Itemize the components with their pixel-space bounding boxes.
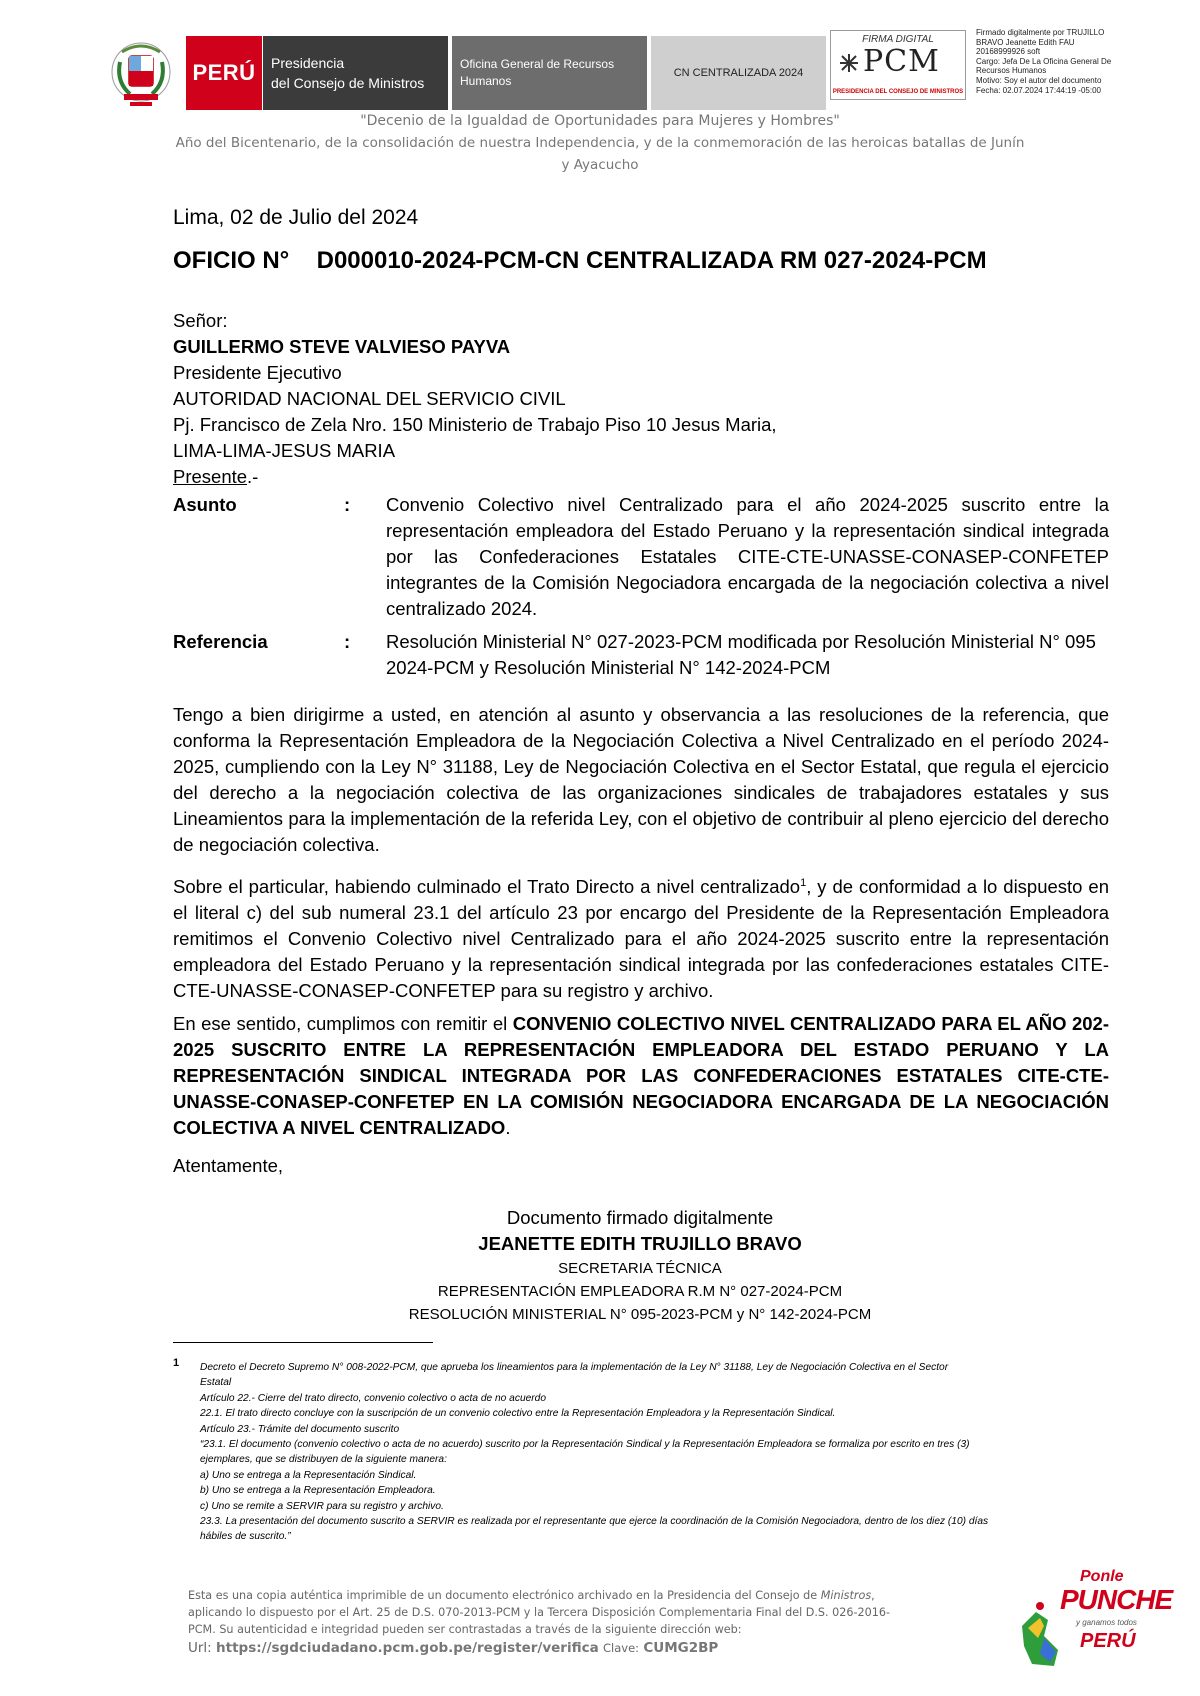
- footer-line-1-end: ,: [871, 1589, 875, 1602]
- paragraph-1: Tengo a bien dirigirme a usted, en atención al asunto y observancia a las resoluciones de la referencia, que conforma la Representación Empleadora de la Negociación Colectiva a Nivel Centralizado en el período 2024-2025, cumpliendo con la Ley N° 31188, Ley de Negociación Colectiva en el Sector Estatal, que regula el ejercicio del derecho a la negociación colectiva de las organizaciones sindicales de trabajadores estatales y sus Lineamientos para la implementación de la referida Ley, con el objetivo de contribuir al pleno ejercicio del derecho de negociación colectiva.: [173, 704, 1109, 855]
- paragraph-3-start: En ese sentido, cumplimos con remitir el: [173, 1013, 513, 1034]
- pcm-brand-block: [263, 36, 448, 110]
- url-label: Url:: [188, 1640, 212, 1656]
- key-label: Clave:: [603, 1641, 640, 1655]
- sign-info-line: BRAVO Jeanette Edith FAU: [976, 37, 1075, 47]
- salutation: Señor:: [173, 310, 228, 331]
- referencia-colon: :: [344, 631, 351, 652]
- verification-link[interactable]: https://sgdciudadano.pcm.gob.pe/register/verifica: [216, 1640, 599, 1656]
- oficio-label: OFICIO N°: [173, 247, 290, 274]
- footnote-line: a) Uno se entrega a la Representación Sindical.: [200, 1469, 417, 1481]
- year-motto-line-2: y Ayacucho: [561, 157, 639, 173]
- footnote-line: Artículo 23.- Trámite del documento suscrito: [200, 1423, 400, 1435]
- footnote-line: Estatal: [200, 1377, 232, 1389]
- closing: Atentamente,: [173, 1155, 284, 1176]
- signature-block: [0, 1205, 1200, 1326]
- signer-name: JEANETTE EDITH TRUJILLO BRAVO: [478, 1233, 802, 1254]
- sign-info-line: Recursos Humanos: [976, 66, 1047, 76]
- referencia-line-2: 2024-PCM y Resolución Ministerial N° 142-2024-PCM: [386, 657, 831, 678]
- footnote-line: c) Uno se remite a SERVIR para su registro y archivo.: [200, 1500, 444, 1512]
- stamp-logo-text: PCM: [863, 44, 940, 79]
- peru-label: PERÚ: [192, 60, 256, 85]
- footnote-line: ejemplares, que se distribuyen de la siguiente manera:: [200, 1454, 447, 1466]
- footnote-text: [200, 1360, 1110, 1545]
- footer-line-1-text: Esta es una copia auténtica imprimible de un documento electrónico archivado en la Presidencia del Consejo de: [188, 1589, 821, 1602]
- recipient-city: LIMA-LIMA-JESUS MARIA: [173, 440, 396, 461]
- decade-motto: "Decenio de la Igualdad de Oportunidades para Mujeres y Hombres": [360, 113, 840, 129]
- stamp-top-text: FIRMA DIGITAL: [862, 34, 934, 45]
- footnote-line: 22.1. El trato directo concluye con la suscripción de un convenio colectivo entre la Representación Empleadora y la Representación Sindical.: [200, 1408, 836, 1420]
- verification-key: CUMG2BP: [643, 1640, 719, 1656]
- year-motto-line-1: Año del Bicentenario, de la consolidación de nuestra Independencia, y de la conmemoración de las heroicas batallas de Junín: [175, 135, 1025, 151]
- signature-note: Documento firmado digitalmente: [506, 1207, 774, 1228]
- paragraph-2-start: Sobre el particular, habiendo culminado el Trato Directo a nivel centralizado: [173, 876, 801, 898]
- footer-line-2: aplicando lo dispuesto por el Art. 25 de D.S. 070-2013-PCM y la Tercera Disposición Complementaria Final del D.S. 026-2016-: [188, 1606, 891, 1619]
- footnote-line: Decreto el Decreto Supremo N° 008-2022-PCM, que aprueba los lineamientos para la implementación de la Ley N° 31188, Ley de Negociación Colectiva en el Sector: [200, 1362, 949, 1373]
- stamp-bottom-text: PRESIDENCIA DEL CONSEJO DE MINISTROS: [832, 89, 964, 95]
- peru-coat-of-arms-logo: [110, 32, 172, 114]
- referencia-line-1: Resolución Ministerial N° 027-2023-PCM modificada por Resolución Ministerial N° 095: [386, 631, 1096, 652]
- verification-footer: [188, 1587, 948, 1658]
- place-date: Lima, 02 de Julio del 2024: [173, 206, 419, 229]
- paragraph-3: [173, 1011, 1109, 1141]
- paragraph-2: [173, 870, 1109, 1004]
- sign-info-line: Motivo: Soy el autor del documento: [976, 75, 1102, 85]
- pcm-line-1: Presidencia: [271, 55, 345, 71]
- ponle-punche-peru-logo: [1014, 1566, 1173, 1678]
- logo-line-1: Ponle: [1080, 1568, 1124, 1585]
- presente-line: [173, 464, 258, 490]
- office-line-1: Oficina General de Recursos: [460, 57, 615, 71]
- footer-url-line: [188, 1638, 948, 1658]
- digital-signature-stamp: [830, 30, 966, 100]
- footer-line-3: PCM. Su autenticidad e integridad pueden ser contrastadas a través de la siguiente dirección web:: [188, 1623, 742, 1636]
- signer-line-2: RESOLUCIÓN MINISTERIAL N° 095-2023-PCM y N° 142-2024-PCM: [408, 1306, 872, 1323]
- sign-info-line: Fecha: 02.07.2024 17:44:19 -05:00: [976, 85, 1101, 95]
- office-line-2: Humanos: [460, 74, 512, 88]
- oficio-title: [173, 247, 987, 275]
- sign-info-line: 20168999926 soft: [976, 47, 1041, 57]
- pcm-star-icon: [839, 53, 859, 73]
- asunto-label: Asunto: [173, 494, 237, 515]
- footnote-line: “23.1. El documento (convenio colectivo o acta de no acuerdo) suscrito por la Representación Sindical y la Representación Empleadora se formaliza por escrito en tres (3): [200, 1439, 970, 1451]
- paragraph-3-bold: CONVENIO COLECTIVO NIVEL CENTRALIZADO PARA EL AÑO 202-2025 SUSCRITO ENTRE LA REPRESENTACIÓN EMPLEADORA DEL ESTADO PERUANO Y LA REPRESENTACIÓN SINDICAL INTEGRADA POR LAS CONFEDERACIONES ESTATALES CITE-CTE-UNASSE-CONASEP-CONFETEP EN LA COMISIÓN NEGOCIADORA ENCARGADA DE LA NEGOCIACIÓN COLECTIVA A NIVEL CENTRALIZADO: [173, 1013, 1109, 1138]
- footnote-line: hábiles de suscrito.”: [200, 1531, 291, 1543]
- footer-line-1: [188, 1587, 948, 1604]
- peru-brand-block: [186, 36, 262, 110]
- signer-line-1: REPRESENTACIÓN EMPLEADORA R.M N° 027-2024-PCM: [437, 1283, 843, 1300]
- recipient-title: Presidente Ejecutivo: [173, 362, 342, 383]
- signature-info: [976, 28, 1156, 95]
- sign-info-line: Cargo: Jefa De La Oficina General De: [976, 56, 1112, 66]
- asunto-text: Convenio Colectivo nivel Centralizado para el año 2024-2025 suscrito entre la representación empleadora del Estado Peruano y la representación sindical integrada por las Confederaciones Estatales CITE-CTE-UNASSE-CONASEP-CONFETEP integrantes de la Comisión Negociadora encargada de la negociación colectiva a nivel centralizado 2024.: [386, 494, 1109, 619]
- office-brand-block: [452, 36, 647, 110]
- footnote-line: Artículo 22.- Cierre del trato directo, convenio colectivo o acta de no acuerdo: [200, 1392, 546, 1404]
- footnote-line: b) Uno se entrega a la Representación Empleadora.: [200, 1485, 436, 1497]
- logo-line-2: PUNCHE: [1060, 1584, 1173, 1615]
- presente-suffix: .-: [247, 466, 259, 487]
- pcm-line-2: del Consejo de Ministros: [271, 75, 425, 91]
- signer-role: SECRETARIA TÉCNICA: [558, 1260, 722, 1277]
- commission-label: CN CENTRALIZADA 2024: [673, 67, 804, 79]
- oficio-number: D000010-2024-PCM-CN CENTRALIZADA RM 027-2024-PCM: [316, 247, 987, 274]
- footnote-line: 23.3. La presentación del documento suscrito a SERVIR es realizada por el representante que ejerce la coordinación de la Comisión Negociadora, dentro de los diez (10) días: [200, 1516, 989, 1528]
- logo-line-3: y ganamos todos: [1076, 1618, 1137, 1627]
- referencia-label: Referencia: [173, 631, 268, 652]
- recipient-address: Pj. Francisco de Zela Nro. 150 Ministerio de Trabajo Piso 10 Jesus Maria,: [173, 414, 777, 435]
- footnote-separator: [173, 1342, 433, 1343]
- footnote-reference: 1: [800, 877, 807, 889]
- asunto-colon: :: [344, 494, 351, 515]
- recipient-organization: AUTORIDAD NACIONAL DEL SERVICIO CIVIL: [173, 388, 566, 409]
- footer-line-1-italic: Ministros: [820, 1589, 872, 1602]
- paragraph-2-rest: , y de conformidad a lo dispuesto en el literal c) del sub numeral 23.1 del artículo 23 por encargo del Presidente de la Representación Empleadora remitimos el Convenio Colectivo nivel Centralizado para el año 2024-2025 suscrito entre la representación empleadora del Estado Peruano y la representación sindical integrada por las confederaciones estatales CITE-CTE-UNASSE-CONASEP-CONFETEP para su registro y archivo.: [173, 876, 1109, 1002]
- logo-line-4: PERÚ: [1080, 1630, 1136, 1652]
- paragraph-3-end: .: [505, 1117, 511, 1138]
- footnote-marker: 1: [173, 1357, 180, 1369]
- commission-brand-block: [651, 36, 826, 110]
- presente-word: Presente: [173, 466, 248, 487]
- sign-info-line: Firmado digitalmente por TRUJILLO: [976, 28, 1105, 37]
- recipient-name: GUILLERMO STEVE VALVIESO PAYVA: [173, 336, 511, 357]
